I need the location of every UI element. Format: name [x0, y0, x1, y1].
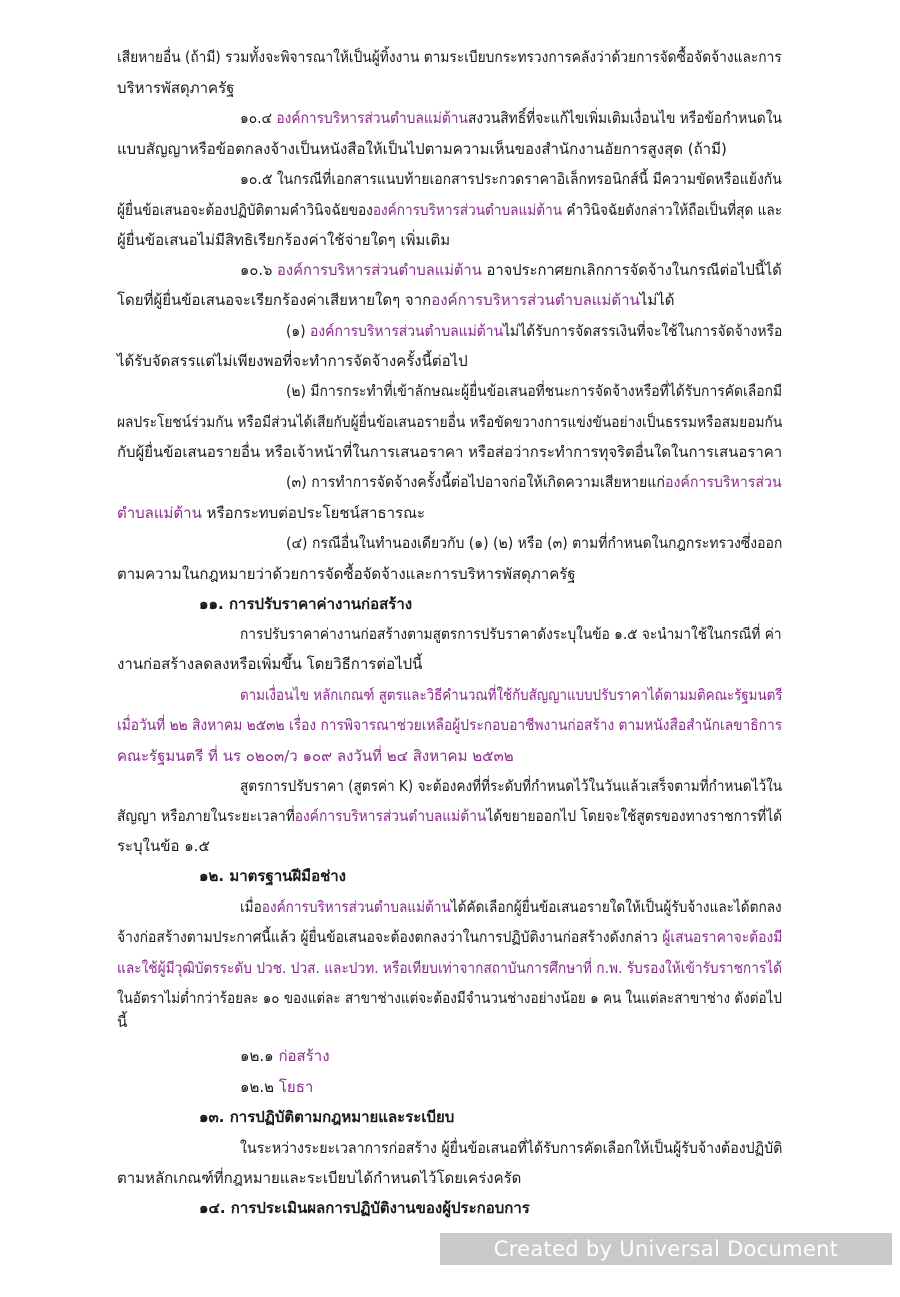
text-segment: ไม่ได้รับการจัดสรรเงินที่จะใช้ในการจัดจ้างหรือ [503, 322, 783, 340]
text-segment: คำวินิจฉัยดังกล่าวให้ถือเป็นที่สุด และ [562, 201, 783, 219]
text-segment: อาจประกาศยกเลิกการจัดจ้างในกรณีต่อไปนี้ได้ [481, 261, 782, 279]
highlighted-text: องค์การบริหารส่วนตำบลแม่ต้าน [276, 109, 468, 127]
highlighted-text: โยธา [278, 1078, 314, 1096]
list-item [240, 1077, 313, 1097]
text-line [117, 139, 727, 159]
text-segment: นี้ [117, 1013, 128, 1031]
highlighted-text: องค์การบริหารส่วนตำบลแม่ต้าน [294, 807, 487, 825]
highlighted-text: เมื่อวันที่ ๒๒ สิงหาคม ๒๕๓๒ เรื่อง การพิจารณาช่วยเหลือผู้ประกอบอาชีพงานก่อสร้าง ตามหนังสือสำนักเลขาธิการ [117, 716, 783, 734]
highlighted-text: คณะรัฐมนตรี ที่ นร ๐๒๐๓/ว ๑๐๙ ลงวันที่ ๒๔ สิงหาคม ๒๕๓๒ [117, 747, 514, 765]
text-segment: ๑๑. การปรับราคาค่างานก่อสร้าง [199, 595, 413, 613]
text-segment: (๑) [286, 322, 311, 340]
highlighted-text: องค์การบริหารส่วนตำบลแม่ต้าน [261, 898, 451, 916]
text-line [117, 836, 210, 856]
text-line [117, 988, 782, 1008]
text-segment: (๒) มีการกระทำที่เข้าลักษณะผู้ยื่นข้อเสนอที่ชนะการจัดจ้างหรือที่ได้รับการคัดเลือกมี [286, 382, 783, 400]
text-line [117, 1168, 521, 1188]
section-heading [199, 1198, 530, 1218]
text-segment: (๓) การทำการจัดจ้างครั้งนี้ต่อไปอาจก่อให้เกิดความเสียหายแก่ [286, 473, 665, 491]
list-item [240, 1046, 330, 1066]
text-segment: กับผู้ยื่นข้อเสนอรายอื่น หรือเจ้าหน้าที่ในการเสนอราคา หรือส่อว่ากระทำการทุจริตอื่นใดในการเสนอราคา [117, 443, 783, 461]
text-line [117, 442, 782, 462]
section-heading [199, 1107, 454, 1127]
text-line [240, 624, 782, 644]
text-line [117, 564, 576, 584]
text-line [117, 958, 782, 978]
highlighted-text: ก่อสร้าง [278, 1047, 330, 1065]
text-segment: ได้ขยายออกไป โดยจะใช้สูตรของทางราชการที่ได้ [486, 807, 783, 825]
text-line [240, 685, 782, 705]
text-line [117, 200, 782, 220]
text-line [117, 78, 234, 98]
text-segment: ๑๐.๔ [240, 109, 277, 127]
text-segment: ๑๔. การประเมินผลการปฏิบัติงานของผู้ประกอบการ [199, 1199, 530, 1217]
text-segment: ตามความในกฎหมายว่าด้วยการจัดซื้อจัดจ้างและการบริหารพัสดุภาครัฐ [117, 565, 576, 583]
text-line [117, 1012, 127, 1032]
text-segment: ได้คัดเลือกผู้ยื่นข้อเสนอรายใดให้เป็นผู้รับจ้างและได้ตกลง [450, 898, 782, 916]
text-line [117, 412, 782, 432]
text-line [117, 654, 422, 674]
highlighted-text: องค์การบริหารส่วนตำบลแม่ต้าน [431, 291, 640, 309]
text-segment: สูตรการปรับราคา (สูตรค่า K) จะต้องคงที่ที่ระดับที่กำหนดไว้ในวันแล้วเสร็จตามที่กำหนดไว้ใน [240, 777, 783, 795]
text-segment: งานก่อสร้างลดลงหรือเพิ่มขึ้น โดยวิธีการต่อไปนี้ [117, 655, 423, 673]
section-heading [199, 866, 346, 886]
section-heading [199, 594, 412, 614]
watermark-banner: Created by Universal Document Converter [440, 1233, 892, 1265]
highlighted-text: องค์การบริหารส่วนตำบลแม่ต้าน [310, 322, 504, 340]
highlighted-text: และใช้ผู้มีวุฒิบัตรระดับ ปวช. ปวส. และปวท. หรือเทียบเท่าจากสถาบันการศึกษาที่ ก.พ. รับรองให้เข้ารับราชการได้ [117, 959, 783, 977]
text-segment: สงวนสิทธิ์ที่จะแก้ไขเพิ่มเติมเงื่อนไข หรือข้อกำหนดใน [467, 109, 782, 127]
text-line [286, 533, 782, 553]
text-segment: การปรับราคาค่างานก่อสร้างตามสูตรการปรับราคาดังระบุในข้อ ๑.๕ จะนำมาใช้ในกรณีที่ ค่า [240, 625, 782, 643]
highlighted-text: องค์การบริหารส่วน [664, 473, 782, 491]
text-segment: แบบสัญญาหรือข้อตกลงจ้างเป็นหนังสือให้เป็นไปตามความเห็นของสำนักงานอัยการสูงสุด (ถ้ามี) [117, 140, 727, 158]
text-segment: เมื่อ [240, 898, 262, 916]
text-line [117, 351, 468, 371]
text-segment: เสียหายอื่น (ถ้ามี) รวมทั้งจะพิจารณาให้เป็นผู้ทิ้งงาน ตามระเบียบกระทรวงการคลังว่าด้วยการจัดซื้อจัดจ้างและการ [117, 48, 782, 66]
text-line [286, 381, 782, 401]
text-segment: ได้รับจัดสรรแต่ไม่เพียงพอที่จะทำการจัดจ้างครั้งนี้ต่อไป [117, 352, 468, 370]
text-line [117, 746, 514, 766]
text-segment: ผู้ยื่นข้อเสนอจะต้องปฏิบัติตามคำวินิจฉัยของ [117, 201, 373, 219]
text-segment: จ้างก่อสร้างตามประกาศนี้แล้ว ผู้ยื่นข้อเสนอจะต้องตกลงว่าในการปฏิบัติงานก่อสร้างดังกล่าว [117, 928, 663, 946]
text-segment: ตามหลักเกณฑ์ที่กฎหมายและระเบียบได้กำหนดไว้โดยเคร่งครัด [117, 1169, 522, 1187]
text-segment: สัญญา หรือภายในระยะเวลาที่ [117, 807, 295, 825]
text-segment: ในระหว่างระยะเวลาการก่อสร้าง ผู้ยื่นข้อเสนอที่ได้รับการคัดเลือกให้เป็นผู้รับจ้างต้องปฏิบัติ [240, 1139, 783, 1157]
text-segment: บริหารพัสดุภาครัฐ [117, 79, 235, 97]
text-line [240, 108, 782, 128]
text-segment: ผลประโยชน์ร่วมกัน หรือมีส่วนได้เสียกับผู้ยื่นข้อเสนอรายอื่น หรือขัดขวางการแข่งขันอย่างเป็นธรรมหรือสมยอมกัน [117, 413, 783, 431]
text-line [286, 321, 782, 341]
highlighted-text: ตามเงื่อนไข หลักเกณฑ์ สูตรและวิธีคำนวณที่ใช้กับสัญญาแบบปรับราคาได้ตามมติคณะรัฐมนตรี [240, 686, 783, 704]
text-line [240, 260, 782, 280]
highlighted-text: องค์การบริหารส่วนตำบลแม่ต้าน [372, 201, 563, 219]
highlighted-text: ตำบลแม่ต้าน [117, 504, 202, 522]
text-line [117, 715, 782, 735]
text-segment: ในอัตราไม่ต่ำกว่าร้อยละ ๑๐ ของแต่ละ สาขาช่างแต่จะต้องมีจำนวนช่างอย่างน้อย ๑ คน ในแต่ละสาขาช่าง ดังต่อไป [117, 989, 782, 1007]
text-segment: ๑๒.๑ [240, 1047, 279, 1065]
text-segment: ผู้ยื่นข้อเสนอไม่มีสิทธิเรียกร้องค่าใช้จ่ายใดๆ เพิ่มเติม [117, 231, 451, 249]
text-segment: ๑๓. การปฏิบัติตามกฎหมายและระเบียบ [199, 1108, 455, 1126]
text-line [117, 290, 675, 310]
text-line [240, 776, 782, 796]
text-segment: โดยที่ผู้ยื่นข้อเสนอจะเรียกร้องค่าเสียหายใดๆ จาก [117, 291, 432, 309]
text-line [117, 806, 782, 826]
highlighted-text: องค์การบริหารส่วนตำบลแม่ต้าน [277, 261, 482, 279]
text-line [240, 1138, 782, 1158]
text-segment: ๑๐.๕ ในกรณีที่เอกสารแนบท้ายเอกสารประกวดราคาอิเล็กทรอนิกส์นี้ มีความขัดหรือแย้งกัน [240, 170, 782, 188]
text-line [117, 230, 450, 250]
text-segment: หรือกระทบต่อประโยชน์สาธารณะ [201, 504, 426, 522]
text-line [240, 897, 782, 917]
text-line [117, 47, 782, 67]
text-segment: ๑๒. มาตรฐานฝีมือช่าง [199, 867, 347, 885]
highlighted-text: ผู้เสนอราคาจะต้องมี [662, 928, 783, 946]
text-line [117, 503, 425, 523]
text-segment: ระบุในข้อ ๑.๕ [117, 837, 210, 855]
text-line [117, 927, 782, 947]
text-line [286, 472, 782, 492]
text-segment: ไม่ได้ [639, 291, 675, 309]
text-segment: ๑๒.๒ [240, 1078, 279, 1096]
text-line [240, 169, 782, 189]
text-segment: (๔) กรณีอื่นในทำนองเดียวกับ (๑) (๒) หรือ (๓) ตามที่กำหนดในกฎกระทรวงซึ่งออก [286, 534, 783, 552]
text-segment: ๑๐.๖ [240, 261, 278, 279]
